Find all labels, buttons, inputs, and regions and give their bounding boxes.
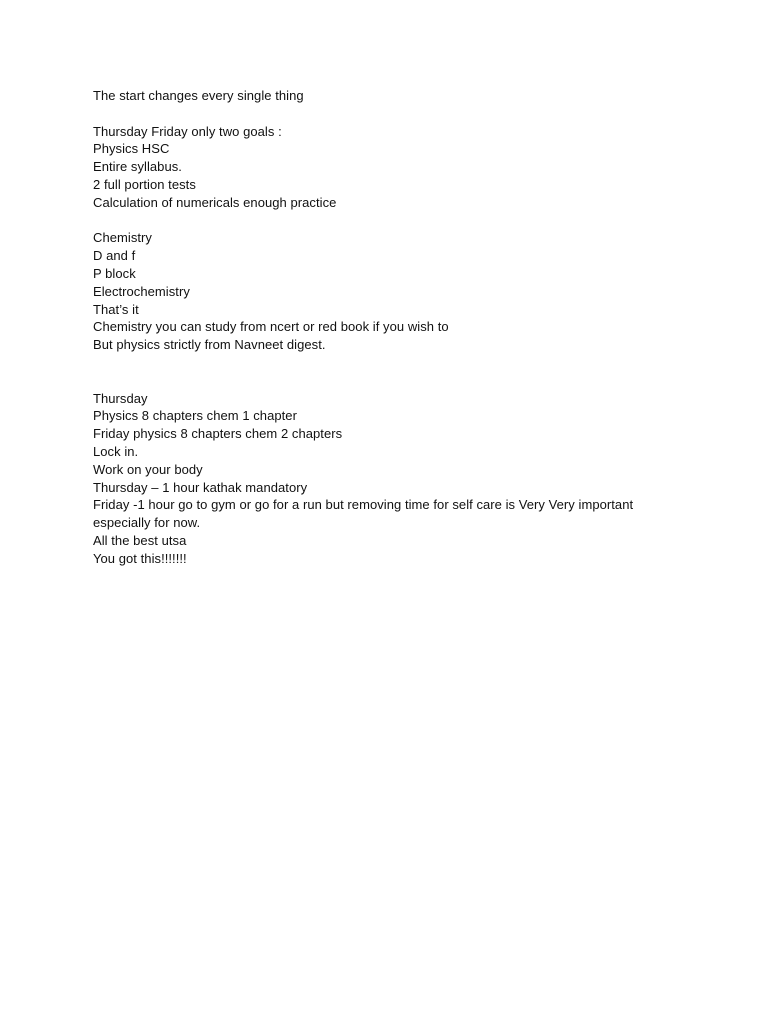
chemistry-line: Chemistry xyxy=(93,230,152,246)
chemistry-line: Chemistry you can study from ncert or red book if you wish to xyxy=(93,319,449,335)
document-heading: The start changes every single thing xyxy=(93,88,304,103)
schedule-line: You got this!!!!!!! xyxy=(93,550,187,566)
schedule-line: Thursday – 1 hour kathak mandatory xyxy=(93,479,308,495)
goal-line: Entire syllabus. xyxy=(93,159,182,175)
goal-line: Calculation of numericals enough practice xyxy=(93,194,337,210)
blank-line xyxy=(93,212,673,230)
goals-intro: Thursday Friday only two goals : xyxy=(93,123,282,139)
chemistry-line: P block xyxy=(93,265,136,281)
schedule-line: Physics 8 chapters chem 1 chapter xyxy=(93,408,297,424)
goal-line: Physics HSC xyxy=(93,141,170,157)
schedule-line: Work on your body xyxy=(93,461,203,477)
blank-line xyxy=(93,105,673,123)
schedule-line: Thursday xyxy=(93,390,148,406)
chemistry-line: That’s it xyxy=(93,301,139,317)
schedule-line: Friday physics 8 chapters chem 2 chapters xyxy=(93,426,343,442)
schedule-line: All the best utsa xyxy=(93,532,187,548)
chemistry-line: D and f xyxy=(93,248,136,264)
blank-line xyxy=(93,354,673,390)
chemistry-line: But physics strictly from Navneet digest. xyxy=(93,337,326,353)
schedule-line: Lock in. xyxy=(93,443,139,459)
goal-line: 2 full portion tests xyxy=(93,176,196,192)
chemistry-line: Electrochemistry xyxy=(93,283,190,299)
document-body xyxy=(93,87,673,568)
schedule-line: Friday -1 hour go to gym or go for a run but removing time for self care is Very Very important especially for now. xyxy=(93,497,634,531)
